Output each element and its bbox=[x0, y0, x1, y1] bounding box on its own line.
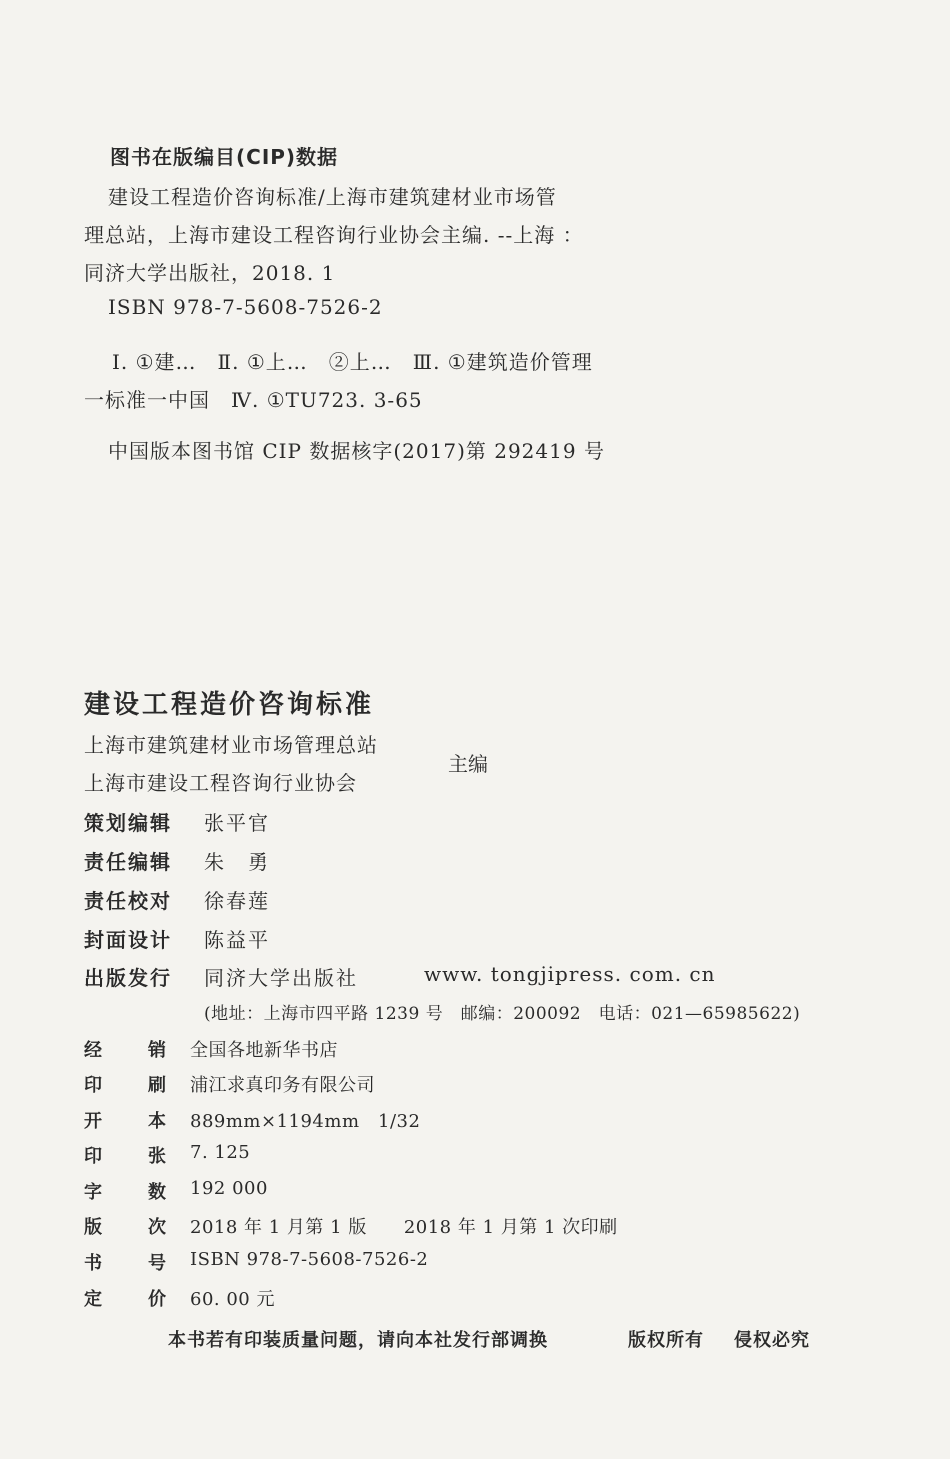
spec-label-2: 销 bbox=[148, 1040, 166, 1061]
spec-label-2: 数 bbox=[148, 1182, 166, 1203]
publisher-address: (地址：上海市四平路 1239 号 邮编：200092 电话：021—65985622) bbox=[204, 1004, 801, 1024]
credit-value: 徐春莲 bbox=[204, 889, 270, 913]
spec-value: ISBN 978-7-5608-7526-2 bbox=[190, 1249, 429, 1270]
spec-label-1: 印 bbox=[84, 1146, 102, 1167]
editor-role: 主编 bbox=[448, 752, 488, 776]
spec-label-1: 印 bbox=[84, 1075, 102, 1096]
cip-record-number: 中国版本图书馆 CIP 数据核字(2017)第 292419 号 bbox=[108, 439, 605, 463]
spec-label-1: 经 bbox=[84, 1040, 102, 1061]
credit-value: 朱 勇 bbox=[204, 850, 270, 874]
editor-1: 上海市建筑建材业市场管理总站 bbox=[84, 733, 378, 757]
credit-value: 同济大学出版社 bbox=[204, 966, 358, 990]
spec-value: 60. 00 元 bbox=[190, 1289, 275, 1310]
spec-value: 2018 年 1 月第 1 版 2018 年 1 月第 1 次印刷 bbox=[190, 1217, 618, 1238]
editor-2: 上海市建设工程咨询行业协会 bbox=[84, 771, 357, 795]
credit-value: 陈益平 bbox=[204, 928, 270, 952]
credit-label: 策划编辑 bbox=[84, 811, 172, 835]
spec-value: 889mm×1194mm 1/32 bbox=[190, 1111, 421, 1132]
spec-label-1: 定 bbox=[84, 1289, 102, 1310]
cip-line-3: 同济大学出版社，2018. 1 bbox=[84, 261, 336, 285]
credit-label: 责任编辑 bbox=[84, 850, 172, 874]
credit-label: 封面设计 bbox=[84, 928, 172, 952]
credit-label: 出版发行 bbox=[84, 966, 172, 990]
cip-classification-1: Ⅰ. ①建… Ⅱ. ①上… ②上… Ⅲ. ①建筑造价管理 bbox=[112, 350, 593, 374]
spec-value: 7. 125 bbox=[190, 1142, 251, 1163]
spec-value: 浦江求真印务有限公司 bbox=[190, 1075, 375, 1096]
spec-label-2: 本 bbox=[148, 1111, 166, 1132]
cip-isbn: ISBN 978-7-5608-7526-2 bbox=[108, 295, 383, 319]
spec-value: 全国各地新华书店 bbox=[190, 1040, 338, 1061]
spec-label-1: 版 bbox=[84, 1217, 102, 1238]
credit-label: 责任校对 bbox=[84, 889, 172, 913]
cip-line-1: 建设工程造价咨询标准/上海市建筑建材业市场管 bbox=[108, 185, 557, 209]
spec-label-2: 号 bbox=[148, 1253, 166, 1274]
cip-heading: 图书在版编目(CIP)数据 bbox=[110, 145, 339, 169]
publisher-website: www. tongjipress. com. cn bbox=[424, 962, 716, 986]
spec-label-2: 价 bbox=[148, 1289, 166, 1310]
spec-label-1: 开 bbox=[84, 1111, 102, 1132]
copyright-notice: 版权所有 bbox=[628, 1330, 704, 1351]
spec-label-2: 刷 bbox=[148, 1075, 166, 1096]
spec-label-2: 次 bbox=[148, 1217, 166, 1238]
quality-notice: 本书若有印装质量问题，请向本社发行部调换 bbox=[168, 1330, 548, 1351]
book-title: 建设工程造价咨询标准 bbox=[84, 690, 375, 720]
credit-value: 张平官 bbox=[204, 811, 270, 835]
cip-line-2: 理总站，上海市建设工程咨询行业协会主编. --上海 ： bbox=[84, 223, 584, 247]
spec-label-1: 字 bbox=[84, 1182, 102, 1203]
spec-label-1: 书 bbox=[84, 1253, 102, 1274]
cip-classification-2: 一标准一中国 Ⅳ. ①TU723. 3-65 bbox=[84, 388, 423, 412]
piracy-notice: 侵权必究 bbox=[734, 1330, 810, 1351]
spec-value: 192 000 bbox=[190, 1178, 268, 1199]
spec-label-2: 张 bbox=[148, 1146, 166, 1167]
